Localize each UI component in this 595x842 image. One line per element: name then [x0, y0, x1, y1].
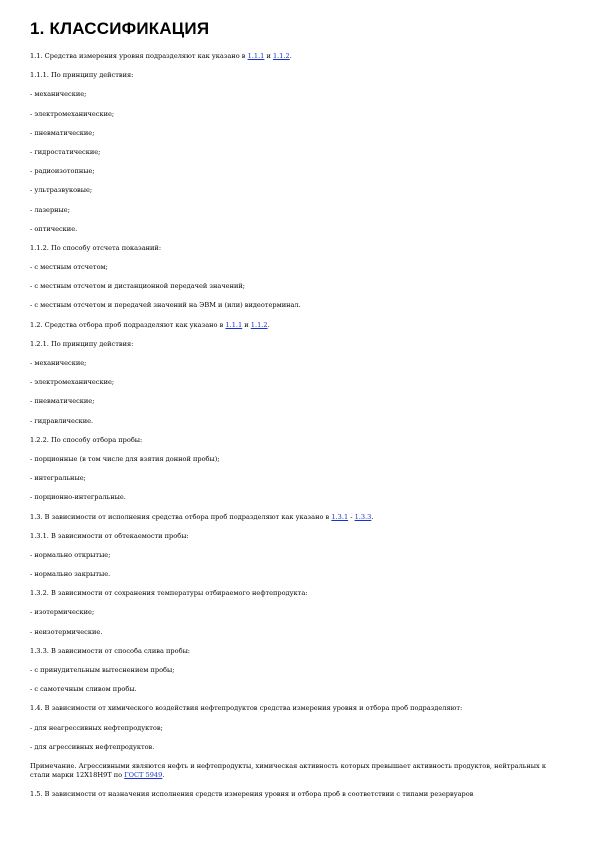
paragraph-text: - ультразвуковые; [30, 186, 93, 195]
paragraph-text: - для неагрессивных нефтепродуктов; [30, 723, 163, 732]
paragraph-text: - электромеханические; [30, 378, 115, 387]
paragraph [30, 704, 570, 713]
paragraph [30, 167, 570, 176]
paragraph [30, 570, 570, 579]
paragraph-text: - с принудительным вытеснением пробы; [30, 666, 175, 674]
paragraph [30, 790, 570, 799]
paragraph [30, 436, 570, 445]
paragraph [30, 455, 570, 464]
page-title: 1. КЛАССИФИКАЦИЯ [30, 19, 210, 38]
paragraph [30, 340, 570, 349]
paragraph [30, 685, 570, 694]
link-separator: - [348, 512, 355, 521]
paragraph-text: - изотермические; [30, 608, 95, 617]
reference-link[interactable]: 1.1.2 [250, 320, 268, 329]
paragraph-text: - интегральные; [30, 474, 86, 483]
paragraph-text: - нормально открытые; [30, 550, 111, 559]
paragraph [30, 359, 570, 368]
paragraph-text: - порционно-интегральные. [30, 493, 126, 502]
paragraph-end: . [289, 52, 292, 60]
paragraph-text: 1.3.1. В зависимости от обтекаемости пробы: [30, 531, 189, 540]
paragraph-text: - оптические. [30, 224, 78, 233]
reference-link[interactable]: 1.3.3 [354, 512, 372, 521]
paragraph [30, 225, 570, 234]
paragraph [30, 551, 570, 560]
paragraph [30, 647, 570, 656]
paragraph [30, 321, 570, 330]
paragraph-end: . [371, 512, 374, 521]
paragraph-text: - пневматические; [30, 397, 95, 406]
paragraph [30, 724, 570, 733]
paragraph [30, 513, 570, 522]
paragraph-text: - неизотермические. [30, 627, 103, 636]
reference-link[interactable]: 1.1.1 [247, 52, 265, 60]
paragraph [30, 71, 570, 80]
paragraph-text: - радиоизотопные; [30, 167, 95, 176]
link-separator: и [242, 320, 251, 329]
paragraph-text: - для агрессивных нефтепродуктов. [30, 742, 155, 751]
paragraph-text: - механические; [30, 90, 87, 99]
paragraph [30, 666, 570, 675]
paragraph [30, 244, 570, 253]
reference-link[interactable]: 1.3.1 [331, 512, 349, 521]
paragraph-text: 1.3.2. В зависимости от сохранения температуры отбираемого нефтепродукта: [30, 589, 308, 598]
document-body [30, 52, 570, 799]
paragraph [30, 110, 570, 119]
paragraph-text: - гидростатические; [30, 147, 101, 156]
paragraph-text: 1.5. В зависимости от назначения исполнения средств измерения уровня и отбора проб в соответствии с типами резервуаров [30, 790, 474, 799]
paragraph-text: Примечание. Агрессивными являются нефть и нефтепродукты, химическая активность которых превышает активность продуктов, нейтральных к стали марки 12Х18Н9Т по [30, 761, 546, 779]
document-page [30, 18, 570, 809]
paragraph-text: 1.4. В зависимости от химического воздействия нефтепродуктов средства измерения уровня и отбора проб подразделяют: [30, 704, 463, 713]
reference-link[interactable]: ГОСТ 5949 [124, 770, 163, 779]
paragraph [30, 206, 570, 215]
paragraph-text: - гидравлические. [30, 416, 94, 425]
paragraph-end: . [162, 770, 165, 779]
paragraph-text: - порционные (в том числе для взятия донной пробы); [30, 454, 220, 463]
paragraph [30, 417, 570, 426]
paragraph-text: 1.2.2. По способу отбора пробы: [30, 435, 143, 444]
paragraph [30, 129, 570, 138]
paragraph [30, 628, 570, 637]
paragraph [30, 589, 570, 598]
paragraph [30, 743, 570, 752]
paragraph-text: - с самотечным сливом пробы. [30, 685, 137, 694]
paragraph [30, 282, 570, 291]
paragraph [30, 186, 570, 195]
link-separator: и [264, 52, 273, 60]
paragraph-text: 1.1.1. По принципу действия: [30, 71, 134, 80]
paragraph-text: - лазерные; [30, 205, 70, 214]
reference-link[interactable]: 1.1.2 [272, 52, 290, 60]
paragraph-text: - с местным отсчетом; [30, 263, 108, 272]
paragraph-end: . [267, 320, 270, 329]
paragraph [30, 493, 570, 502]
paragraph-text: 1.3. В зависимости от исполнения средства отбора проб подразделяют как указано в [30, 512, 332, 521]
paragraph [30, 762, 550, 780]
paragraph [30, 52, 570, 61]
paragraph [30, 301, 570, 310]
paragraph-text: - пневматические; [30, 128, 95, 137]
paragraph [30, 378, 570, 387]
paragraph-text: 1.1.2. По способу отсчета показаний: [30, 243, 162, 252]
reference-link[interactable]: 1.1.1 [225, 320, 243, 329]
paragraph-text: 1.1. Средства измерения уровня подразделяют как указано в [30, 52, 248, 60]
paragraph [30, 608, 570, 617]
paragraph-text: 1.2.1. По принципу действия: [30, 339, 134, 348]
paragraph-text: - механические; [30, 359, 87, 367]
paragraph [30, 532, 570, 541]
paragraph-text: - с местным отсчетом и дистанционной передачей значений; [30, 282, 245, 291]
paragraph-text: - нормально закрытые. [30, 570, 111, 579]
paragraph [30, 474, 570, 483]
paragraph-text: 1.3.3. В зависимости от способа слива пробы: [30, 646, 191, 655]
paragraph-text: 1.2. Средства отбора проб подразделяют как указано в [30, 320, 226, 329]
paragraph [30, 263, 570, 272]
paragraph [30, 90, 570, 99]
paragraph-text: - с местным отсчетом и передачей значений на ЭВМ и (или) видеотерминал. [30, 301, 301, 310]
paragraph-text: - электромеханические; [30, 109, 115, 118]
paragraph [30, 397, 570, 406]
paragraph [30, 148, 570, 157]
